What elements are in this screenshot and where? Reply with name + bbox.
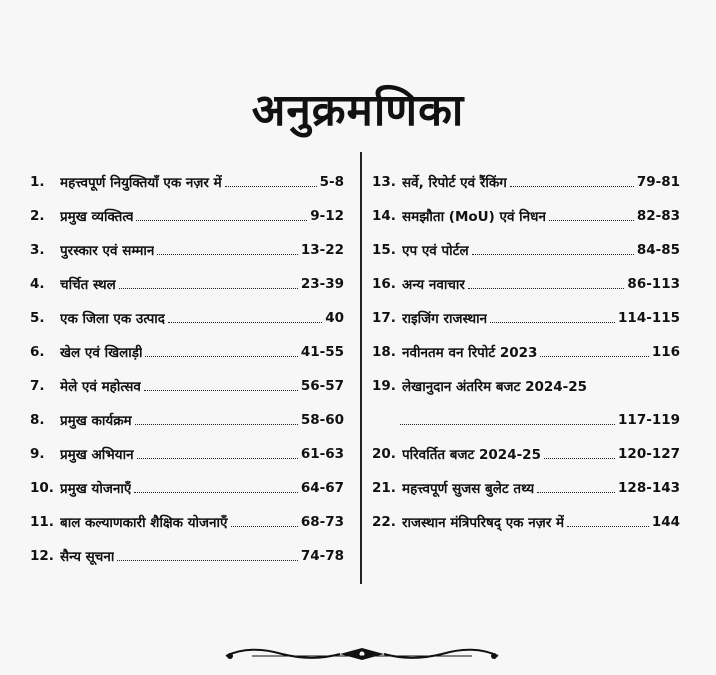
entry-pages: 23-39 <box>300 276 344 292</box>
entry-pages: 68-73 <box>300 514 344 530</box>
toc-entry[interactable] <box>372 369 680 403</box>
entry-title: लेखानुदान अंतरिम बजट 2024-25 <box>402 379 588 395</box>
leader-dots <box>472 253 634 255</box>
leader-dots <box>537 491 615 493</box>
entry-title: सैन्य सूचना <box>60 549 115 565</box>
toc-entry[interactable] <box>30 335 344 369</box>
leader-dots <box>145 355 297 357</box>
leader-dots <box>134 491 298 493</box>
entry-number: 14. <box>372 208 396 224</box>
entry-pages: 114-115 <box>618 310 680 326</box>
entry-title: महत्त्वपूर्ण नियुक्तियाँ एक नज़र में <box>60 175 222 191</box>
toc-entry[interactable] <box>372 233 680 267</box>
entry-number: 16. <box>372 276 396 292</box>
entry-number: 19. <box>372 378 396 394</box>
entry-pages: 64-67 <box>300 480 344 496</box>
entry-title: प्रमुख अभियान <box>60 447 134 463</box>
entry-number: 4. <box>30 276 45 292</box>
toc-entry[interactable] <box>372 335 680 369</box>
entry-title: एक जिला एक उत्पाद <box>60 311 165 327</box>
leader-dots <box>168 321 322 323</box>
toc-entry[interactable] <box>30 369 344 403</box>
entry-pages: 117-119 <box>618 412 680 428</box>
entry-number: 3. <box>30 242 45 258</box>
entry-number: 9. <box>30 446 45 462</box>
entry-number: 7. <box>30 378 45 394</box>
entry-number: 1. <box>30 174 45 190</box>
leader-dots <box>510 185 634 187</box>
entry-pages: 9-12 <box>310 208 344 224</box>
toc-entry[interactable] <box>372 505 680 539</box>
entry-title: प्रमुख व्यक्तित्व <box>60 209 134 225</box>
entry-title: एप एवं पोर्टल <box>402 243 469 259</box>
entry-title: प्रमुख योजनाएँ <box>60 481 132 497</box>
leader-dots <box>135 423 298 425</box>
toc-entry[interactable] <box>30 233 344 267</box>
entry-pages: 116 <box>651 344 680 360</box>
page-title: अनुक्रमणिका <box>251 85 465 136</box>
entry-title: परिवर्तित बजट 2024-25 <box>402 447 541 463</box>
entry-title: राजस्थान मंत्रिपरिषद् एक नज़र में <box>402 515 565 531</box>
entry-pages: 61-63 <box>300 446 344 462</box>
entry-number: 6. <box>30 344 45 360</box>
entry-number: 12. <box>30 548 54 564</box>
entry-title: प्रमुख कार्यक्रम <box>60 413 132 429</box>
leader-dots <box>231 525 298 527</box>
toc-entry[interactable] <box>30 505 344 539</box>
entry-pages: 41-55 <box>300 344 344 360</box>
entry-pages: 58-60 <box>300 412 344 428</box>
entry-number: 5. <box>30 310 45 326</box>
leader-dots <box>567 525 649 527</box>
entry-title: राइजिंग राजस्थान <box>402 311 488 327</box>
entry-title: सर्वे, रिपोर्ट एवं रैंकिंग <box>402 175 507 191</box>
entry-title: चर्चित स्थल <box>60 277 116 293</box>
entry-pages: 120-127 <box>618 446 680 462</box>
entry-number: 21. <box>372 480 396 496</box>
entry-number: 8. <box>30 412 45 428</box>
toc-entry[interactable] <box>372 165 680 199</box>
leader-dots <box>400 423 615 425</box>
toc-entry[interactable] <box>372 267 680 301</box>
toc-entry[interactable] <box>30 267 344 301</box>
ornament-flourish-icon <box>222 644 502 664</box>
entry-pages: 144 <box>651 514 680 530</box>
toc-entry-continuation[interactable] <box>372 403 680 437</box>
toc-right-column <box>372 165 680 539</box>
toc-entry[interactable] <box>372 301 680 335</box>
entry-number: 20. <box>372 446 396 462</box>
leader-dots <box>225 185 317 187</box>
entry-pages: 128-143 <box>618 480 680 496</box>
entry-number: 17. <box>372 310 396 326</box>
entry-title: अन्य नवाचार <box>402 277 465 293</box>
entry-pages: 5-8 <box>319 174 344 190</box>
leader-dots <box>490 321 615 323</box>
toc-entry[interactable] <box>30 165 344 199</box>
leader-dots <box>540 355 648 357</box>
toc-entry[interactable] <box>372 471 680 505</box>
entry-number: 10. <box>30 480 54 496</box>
entry-title: पुरस्कार एवं सम्मान <box>60 243 155 259</box>
toc-entry[interactable] <box>30 301 344 335</box>
entry-number: 22. <box>372 514 396 530</box>
entry-pages: 86-113 <box>627 276 680 292</box>
entry-title: महत्त्वपूर्ण सुजस बुलेट तथ्य <box>402 481 535 497</box>
toc-entry[interactable] <box>30 437 344 471</box>
entry-pages: 40 <box>325 310 344 326</box>
toc-entry[interactable] <box>30 199 344 233</box>
entry-title: खेल एवं खिलाड़ी <box>60 345 143 361</box>
entry-number: 13. <box>372 174 396 190</box>
entry-pages: 56-57 <box>300 378 344 394</box>
toc-entry[interactable] <box>372 437 680 471</box>
leader-dots <box>144 389 298 391</box>
leader-dots <box>544 457 615 459</box>
entry-pages: 74-78 <box>300 548 344 564</box>
entry-pages: 79-81 <box>636 174 680 190</box>
entry-pages: 13-22 <box>300 242 344 258</box>
entry-pages: 82-83 <box>636 208 680 224</box>
entry-pages: 84-85 <box>636 242 680 258</box>
entry-title: मेले एवं महोत्सव <box>60 379 141 395</box>
leader-dots <box>549 219 634 221</box>
leader-dots <box>137 457 298 459</box>
toc-entry[interactable] <box>30 403 344 437</box>
toc-entry[interactable] <box>30 539 344 573</box>
leader-dots <box>157 253 297 255</box>
toc-entry[interactable] <box>372 199 680 233</box>
toc-left-column <box>30 165 344 573</box>
leader-dots <box>117 559 297 561</box>
column-divider <box>360 152 362 584</box>
entry-title: समझौता (MoU) एवं निधन <box>402 209 546 225</box>
entry-number: 15. <box>372 242 396 258</box>
leader-dots <box>119 287 298 289</box>
leader-dots <box>136 219 307 221</box>
entry-number: 11. <box>30 514 54 530</box>
entry-number: 18. <box>372 344 396 360</box>
entry-title: बाल कल्याणकारी शैक्षिक योजनाएँ <box>60 515 228 531</box>
toc-entry[interactable] <box>30 471 344 505</box>
entry-title: नवीनतम वन रिपोर्ट 2023 <box>402 345 538 361</box>
entry-number: 2. <box>30 208 45 224</box>
leader-dots <box>468 287 625 289</box>
